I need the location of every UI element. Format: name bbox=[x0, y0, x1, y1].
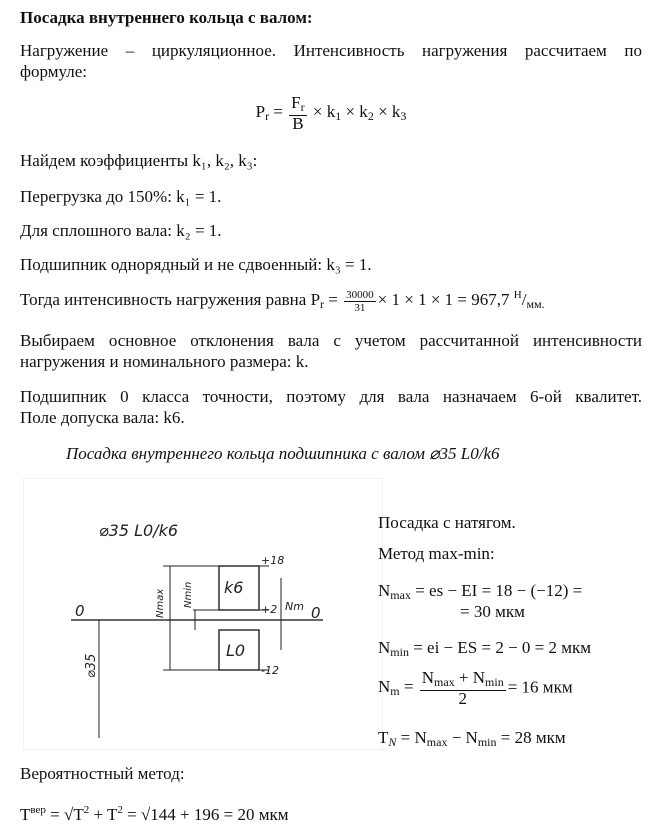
figure-caption: Посадка внутреннего кольца подшипника с валом ⌀35 L0/k6 bbox=[66, 444, 500, 463]
label-plus2: +2 bbox=[261, 603, 278, 616]
probabilistic-equation: $T^{вер} = √T^2 + T^2 = √144 + 196 = 20$ мкм bbox=[20, 804, 289, 824]
nm-equation: $N_m$ = $\frac{N_{max} + N_{min}}{2}$ = 16 мкм bbox=[378, 668, 573, 708]
fit-type: Посадка с натягом. bbox=[378, 513, 516, 532]
method-maxmin: Метод max-min: bbox=[378, 544, 495, 563]
l0-label: L0 bbox=[226, 641, 246, 660]
paragraph-find-coefficients: Найдем коэффициенты k₁, k₂, k₃: bbox=[20, 151, 258, 170]
zero-label-left: 0 bbox=[75, 602, 85, 620]
zero-label-right: 0 bbox=[311, 604, 321, 622]
nmax-result: = 30 мкм bbox=[460, 602, 525, 621]
paragraph-choose-line2: нагружения и номинального размера: k. bbox=[20, 352, 309, 371]
label-plus18: +18 bbox=[261, 554, 285, 567]
label-nm: Nm bbox=[285, 600, 304, 613]
tn-equation: $T_N = N_{max} - N_{min} = 28$ мкм bbox=[378, 728, 566, 749]
k6-label: k6 bbox=[224, 578, 244, 597]
label-d35: ⌀35 bbox=[84, 653, 99, 678]
nmax-equation: $N_{max}$ = es − EI = 18 − (−12) = bbox=[378, 581, 583, 602]
paragraph-class-line1: Подшипник 0 класса точности, поэтому для вала назначаем 6-ой квалитет. bbox=[20, 387, 642, 406]
paragraph-load-line2: формуле: bbox=[20, 62, 88, 81]
paragraph-choose-line1: Выбираем основное отклонения вала с учетом рассчитанной интенсивности bbox=[20, 331, 642, 350]
paragraph-intensity-result: Тогда интенсивность нагружения равна $P_r$ = $\frac{30000}{31}$ × 1 × 1 × 1 = 967,7 $^Н/_{мм.}$ bbox=[20, 288, 545, 314]
paragraph-class-line2: Поле допуска вала: k6. bbox=[20, 408, 185, 427]
paragraph-k3: Подшипник однорядный и не сдвоенный: k₃ = 1. bbox=[20, 255, 372, 274]
label-nmin: Nmin bbox=[183, 581, 194, 608]
label-nmax: Nmax bbox=[155, 588, 166, 618]
section-heading: Посадка внутреннего кольца с валом: bbox=[20, 8, 313, 27]
paragraph-k2: Для сплошного вала: k₂ = 1. bbox=[20, 221, 222, 240]
paragraph-k1: Перегрузка до 150%: k₁ = 1. bbox=[20, 187, 222, 206]
formula-intensity: $P_r$ = $\frac{F_r}{B}$ × $k_1 \times k_2 \times k_3$ bbox=[255, 93, 407, 133]
label-minus12: -12 bbox=[261, 664, 279, 677]
sketch-fit-label: ⌀35 L0/k6 bbox=[99, 521, 179, 540]
paragraph-load-line1: Нагружение – циркуляционное. Интенсивность нагружения рассчитаем по bbox=[20, 41, 642, 60]
paragraph-probabilistic: Вероятностный метод: bbox=[20, 764, 185, 783]
nmin-equation: $N_{min}$ = ei − ES = 2 − 0 = 2 мкм bbox=[378, 638, 592, 659]
tolerance-sketch bbox=[23, 478, 383, 750]
